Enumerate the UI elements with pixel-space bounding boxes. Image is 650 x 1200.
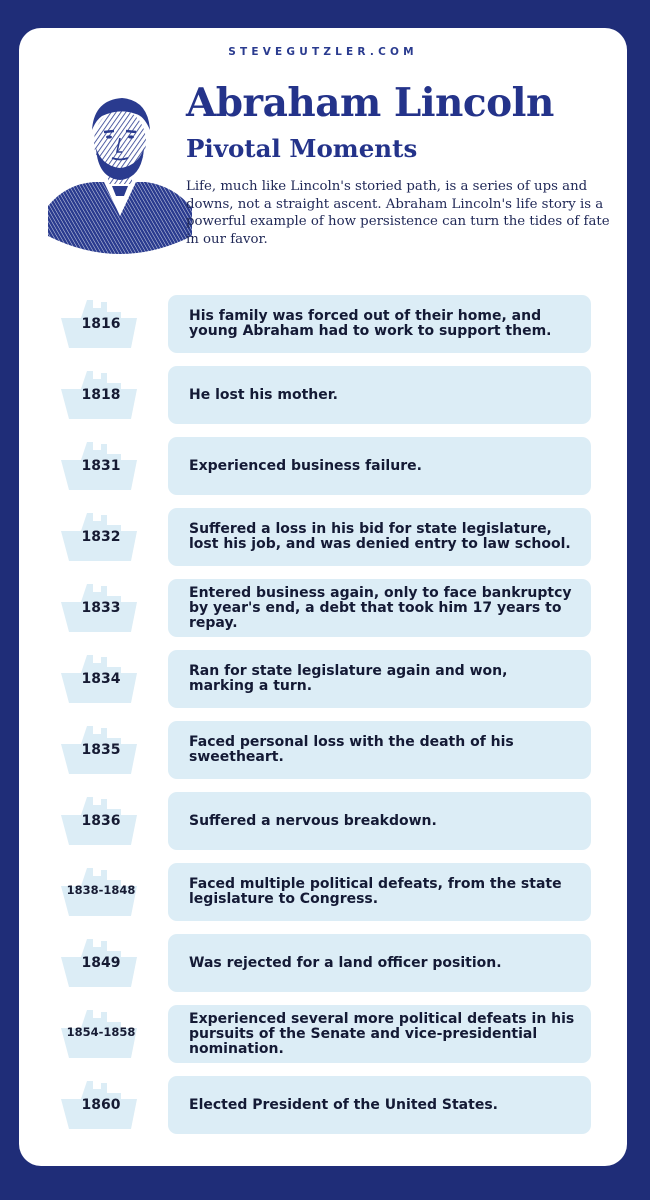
event-year: 1816	[81, 316, 121, 332]
event-box	[168, 437, 591, 495]
event-year: 1838-1848	[66, 883, 136, 897]
event-text: Suffered a nervous breakdown.	[189, 812, 437, 829]
event-text: Experienced several more political defeats in his pursuits of the Senate and vice-presidential nomination.	[189, 1010, 575, 1057]
timeline-item	[19, 507, 627, 567]
timeline-item	[19, 649, 627, 709]
page-title: Abraham Lincoln	[186, 80, 554, 126]
site-label: STEVEGUTZLER.COM	[228, 46, 418, 58]
timeline-item	[19, 1075, 627, 1135]
event-box	[168, 721, 591, 779]
event-box	[168, 579, 591, 637]
timeline-item	[19, 294, 627, 354]
infographic-card	[19, 28, 627, 1166]
event-text: His family was forced out of their home, and young Abraham had to work to support them.	[189, 308, 552, 339]
event-year: 1834	[81, 671, 121, 687]
event-year: 1860	[81, 1097, 121, 1113]
intro-paragraph: Life, much like Lincoln's storied path, is a series of ups and downs, not a straight ascent. Abraham Lincoln's life story is a powerful example of how persistence can turn the tides of fate in our favor.	[186, 179, 610, 247]
timeline-item	[19, 365, 627, 425]
timeline-item	[19, 720, 627, 780]
event-year: 1831	[81, 458, 121, 474]
event-text: Experienced business failure.	[189, 457, 422, 474]
event-text: Entered business again, only to face bankruptcy by year's end, a debt that took him 17 years to repay.	[189, 584, 572, 631]
event-box	[168, 1005, 591, 1063]
event-year: 1835	[81, 742, 121, 758]
event-box	[168, 295, 591, 353]
event-year: 1836	[81, 813, 121, 829]
lincoln-portrait-icon	[46, 86, 194, 254]
timeline-item	[19, 436, 627, 496]
event-text: Suffered a loss in his bid for state legislature, lost his job, and was denied entry to law school.	[189, 521, 571, 552]
event-box	[168, 508, 591, 566]
page-subtitle: Pivotal Moments	[186, 134, 418, 163]
event-text: Faced personal loss with the death of his sweetheart.	[189, 734, 514, 765]
event-text: Ran for state legislature again and won, marking a turn.	[189, 663, 508, 694]
event-box	[168, 366, 591, 424]
timeline-item	[19, 862, 627, 922]
event-year: 1854-1858	[66, 1025, 136, 1039]
event-text: Elected President of the United States.	[189, 1096, 498, 1113]
event-year: 1832	[81, 529, 121, 545]
event-box	[168, 934, 591, 992]
timeline-item	[19, 933, 627, 993]
timeline-item	[19, 791, 627, 851]
timeline-item	[19, 578, 627, 638]
event-box	[168, 863, 591, 921]
event-text: Was rejected for a land officer position.	[189, 954, 502, 971]
event-box	[168, 792, 591, 850]
event-box	[168, 1076, 591, 1134]
event-year: 1833	[81, 600, 121, 616]
event-text: He lost his mother.	[189, 386, 338, 403]
event-box	[168, 650, 591, 708]
timeline-item	[19, 1004, 627, 1064]
event-year: 1818	[81, 387, 121, 403]
event-text: Faced multiple political defeats, from the state legislature to Congress.	[189, 876, 562, 907]
event-year: 1849	[81, 955, 121, 971]
